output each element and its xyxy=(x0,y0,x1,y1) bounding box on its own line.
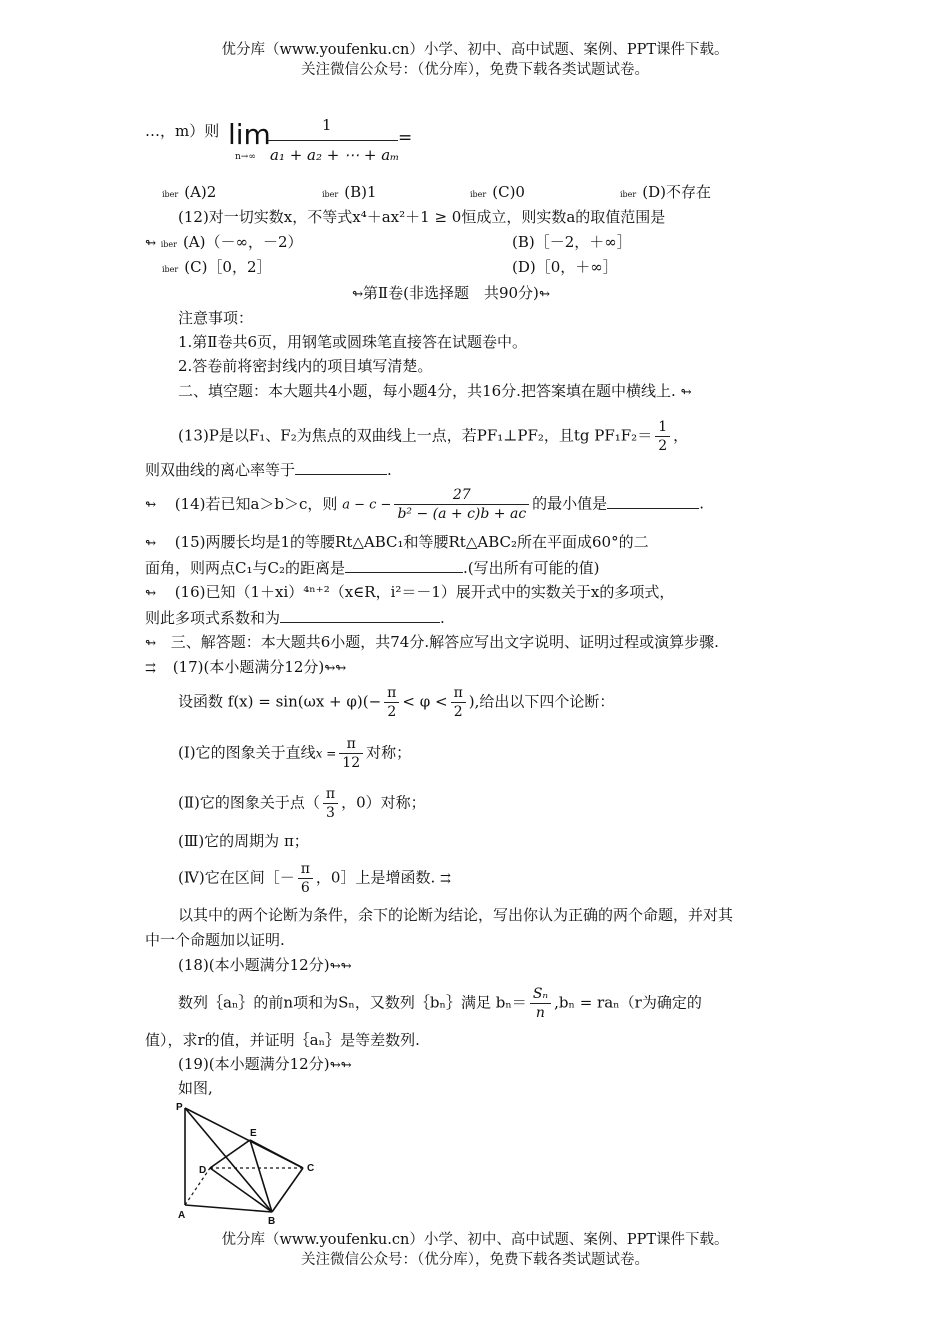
q11-option-b: iber (B)1 xyxy=(322,183,377,201)
header-line-1: 优分库（www.youfenku.cn）小学、初中、高中试题、案例、PPT课件下载。 xyxy=(221,42,729,58)
part2-title: ↬第Ⅱ卷(非选择题 共90分)↬ xyxy=(352,284,550,302)
q17-statement-4: (Ⅳ)它在区间［－ $\frac{\pi}{6}$ ，0］上是增函数. ⇉ xyxy=(178,861,451,897)
q13-fraction: $\frac{1}{2}$ xyxy=(655,418,670,455)
q11-option-c: iber (C)0 xyxy=(470,183,525,201)
q13-text: (13)P是以F₁、F₂为焦点的双曲线上一点，若PF₁⊥PF₂，且tg PF₁F₂＝ $\frac{1}{2}$ ， xyxy=(178,419,689,455)
vertex-e: E xyxy=(250,1128,257,1139)
ornament-icon: ⇉ xyxy=(145,661,156,676)
section-3-heading: ↬ 三、解答题：本大题共6小题，共74分.解答应写出文字说明、证明过程或演算步骤. xyxy=(145,633,719,651)
option-marker: iber xyxy=(162,190,179,199)
ornament-icon: ↬ xyxy=(145,586,156,601)
q17-statement-2: (Ⅱ)它的图象关于点（ $\frac{\pi}{3}$ ，0）对称； xyxy=(178,786,426,822)
vertex-d: D xyxy=(199,1165,207,1176)
q13-line-2: 则双曲线的离心率等于 . xyxy=(145,461,392,479)
ornament-icon: ↬ xyxy=(352,287,363,302)
ornament-icon: ↬ xyxy=(538,287,550,302)
notice-title: 注意事项： xyxy=(178,309,254,327)
ornament-icon: ↬↬ xyxy=(329,1058,352,1073)
q11-option-a: iber (A)2 xyxy=(162,183,217,201)
option-marker: iber xyxy=(470,190,487,199)
q17-statement-1: (Ⅰ)它的图象关于直线x = $\frac{\pi}{12}$ 对称； xyxy=(178,736,412,772)
ornament-icon: ↬ xyxy=(145,536,156,551)
option-marker: iber xyxy=(322,190,339,199)
answer-blank[interactable] xyxy=(295,459,387,475)
option-marker: iber xyxy=(162,265,179,274)
footer-line-1: 优分库（www.youfenku.cn）小学、初中、高中试题、案例、PPT课件下载。 xyxy=(221,1232,729,1248)
notice-1: 1.第Ⅱ卷共6页，用钢笔或圆珠笔直接答在试题卷中。 xyxy=(178,333,528,351)
notice-2: 2.答卷前将密封线内的项目填写清楚。 xyxy=(178,357,433,375)
q14-fraction: $\frac{27}{\text{b² − (a + c)b + ac}}$ xyxy=(394,486,529,523)
q12-option-a: ↬ iber (A)（－∞，－2） xyxy=(145,233,303,251)
ornament-icon: ↬ xyxy=(145,497,156,513)
q17-title: ⇉ (17)(本小题满分12分)↬↬ xyxy=(145,658,347,676)
answer-blank[interactable] xyxy=(607,493,699,509)
ornament-icon: ↬↬ xyxy=(329,959,352,974)
q17-conclusion-1: 以其中的两个论断为条件，余下的论断为结论，写出你认为正确的两个命题，并对其 xyxy=(178,906,734,924)
q17-intro: 设函数 f(x) = sin(ωx + φ)(− $\frac{\pi}{2}$ < φ < $\frac{\pi}{2}$ ),给出以下四个论断： xyxy=(178,685,615,721)
q11-fraction-bar xyxy=(268,140,398,141)
q15-line-1: ↬ (15)两腰长均是1的等腰Rt△ABC₁和等腰Rt△ABC₂所在平面成60°的二 xyxy=(145,533,649,551)
q11-limit xyxy=(228,118,271,152)
q12-text: (12)对一切实数x，不等式x⁴＋ax²＋1 ≥ 0恒成立，则实数a的取值范围是 xyxy=(178,208,666,226)
answer-blank[interactable] xyxy=(280,607,440,623)
q12-option-b: (B)［－2，＋∞］ xyxy=(512,233,632,251)
ornament-icon: ↬ xyxy=(680,385,692,400)
q18-line-2: 值），求r的值，并证明｛aₙ｝是等差数列. xyxy=(145,1031,420,1049)
vertex-c: C xyxy=(307,1163,315,1174)
vertex-b: B xyxy=(268,1216,276,1225)
ornament-icon: ⇉ xyxy=(440,871,451,887)
option-marker: iber xyxy=(160,240,177,249)
vertex-a: A xyxy=(178,1210,186,1221)
q18-title: (18)(本小题满分12分)↬↬ xyxy=(178,956,352,974)
header-line-2: 关注微信公众号：（优分库），免费下载各类试题试卷。 xyxy=(301,62,649,78)
option-marker: iber xyxy=(620,190,637,199)
section-2-heading: 二、填空题：本大题共4小题，每小题4分，共16分.把答案填在题中横线上. ↬ xyxy=(178,382,692,400)
q16-line-2: 则此多项式系数和为 . xyxy=(145,609,445,627)
pyramid-figure xyxy=(170,1100,330,1225)
q19-intro: 如图, xyxy=(178,1079,213,1097)
ornament-icon: ↬ xyxy=(145,236,156,251)
q11-equals: = xyxy=(398,128,413,148)
q12-option-d: (D)［0，＋∞］ xyxy=(512,258,618,276)
q16-line-1: ↬ (16)已知（1＋xi）⁴ⁿ⁺²（x∈R，i²＝－1）展开式中的实数关于x的多项式， xyxy=(145,583,675,601)
q17-conclusion-2: 中一个命题加以证明. xyxy=(145,931,285,949)
q11-option-d: iber (D)不存在 xyxy=(620,183,711,201)
vertex-p: P xyxy=(176,1102,183,1113)
footer-line-2: 关注微信公众号：（优分库），免费下载各类试题试卷。 xyxy=(301,1252,649,1268)
q11-prefix: …，m）则 xyxy=(145,122,220,140)
q11-denominator: a₁ + a₂ + ⋯ + aₘ xyxy=(270,146,400,164)
answer-blank[interactable] xyxy=(345,557,463,573)
q11-numerator: 1 xyxy=(322,116,332,134)
lim-symbol: lim xyxy=(228,118,271,151)
lim-subscript: n→∞ xyxy=(235,152,256,162)
q12-option-c: iber (C)［0，2］ xyxy=(162,258,272,276)
q19-title: (19)(本小题满分12分)↬↬ xyxy=(178,1055,352,1073)
q14-text: ↬ (14)若已知a＞b＞c，则 a − c − $\frac{27}{\text{b² − (a + c)b + ac}}$ 的最小值是 . xyxy=(145,487,704,523)
ornament-icon: ↬↬ xyxy=(324,661,347,676)
ornament-icon: ↬ xyxy=(145,636,156,651)
q15-line-2: 面角，则两点C₁与C₂的距离是 .(写出所有可能的值) xyxy=(145,559,600,577)
q18-line-1: 数列｛aₙ｝的前n项和为Sₙ，又数列｛bₙ｝满足 bₙ＝ $\frac{\text{Sₙ}}{n}$ ,bₙ = raₙ（r为确定的 xyxy=(178,986,702,1022)
q17-statement-3: (Ⅲ)它的周期为 π； xyxy=(178,832,309,850)
